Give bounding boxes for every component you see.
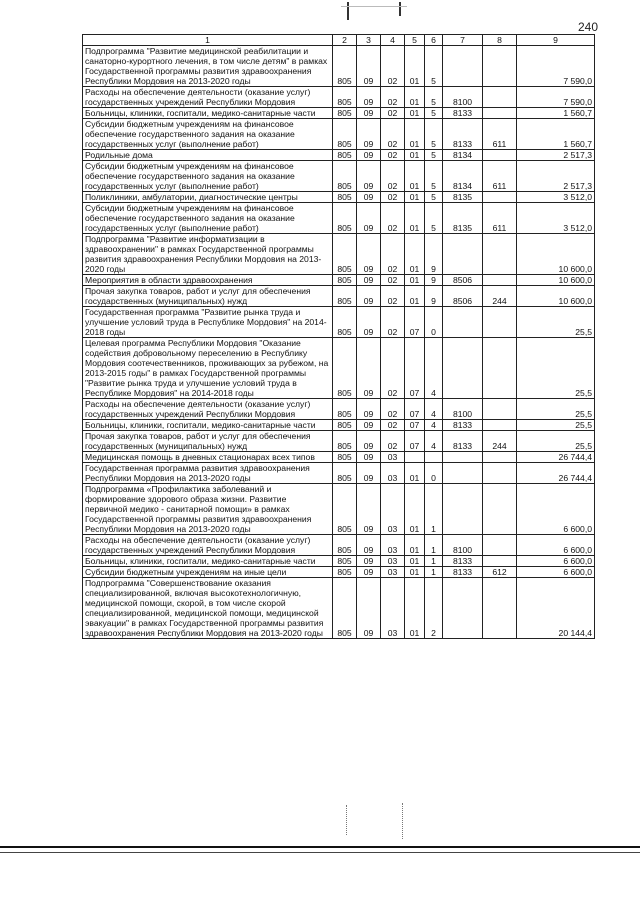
row-target-code <box>443 452 483 463</box>
col-header: 5 <box>405 35 425 46</box>
row-ministry-code: 805 <box>333 286 357 307</box>
row-subprogram-code: 0 <box>425 463 443 484</box>
row-section-code: 09 <box>357 192 381 203</box>
table-row <box>83 463 595 484</box>
table-row <box>83 535 595 556</box>
row-subsection-code: 02 <box>381 338 405 399</box>
row-amount: 25,5 <box>517 307 595 338</box>
row-expense-type <box>483 275 517 286</box>
row-amount: 1 560,7 <box>517 119 595 150</box>
row-program-code: 01 <box>405 108 425 119</box>
col-header: 8 <box>483 35 517 46</box>
row-program-code: 01 <box>405 275 425 286</box>
row-section-code: 09 <box>357 286 381 307</box>
row-program-code: 07 <box>405 420 425 431</box>
row-ministry-code: 805 <box>333 338 357 399</box>
row-subprogram-code: 4 <box>425 399 443 420</box>
table-row <box>83 203 595 234</box>
scan-mark <box>399 2 401 16</box>
col-header: 1 <box>83 35 333 46</box>
row-subsection-code: 02 <box>381 150 405 161</box>
row-subsection-code: 03 <box>381 484 405 535</box>
row-target-code: 8133 <box>443 431 483 452</box>
row-program-code: 07 <box>405 399 425 420</box>
row-program-code: 01 <box>405 556 425 567</box>
row-amount: 7 590,0 <box>517 46 595 87</box>
row-name: Государственная программа "Развитие рынка труда и улучшение условий труда в Республике Мордовия" на 2014-2018 годы <box>83 307 333 338</box>
col-header: 3 <box>357 35 381 46</box>
row-section-code: 09 <box>357 275 381 286</box>
row-subsection-code: 02 <box>381 307 405 338</box>
table-row <box>83 556 595 567</box>
row-section-code: 09 <box>357 578 381 639</box>
row-program-code: 01 <box>405 46 425 87</box>
row-section-code: 09 <box>357 567 381 578</box>
row-target-code: 8506 <box>443 275 483 286</box>
row-subprogram-code: 4 <box>425 420 443 431</box>
row-ministry-code: 805 <box>333 87 357 108</box>
row-subsection-code: 02 <box>381 192 405 203</box>
row-program-code: 01 <box>405 87 425 108</box>
row-ministry-code: 805 <box>333 307 357 338</box>
row-amount: 3 512,0 <box>517 192 595 203</box>
scan-mark <box>347 2 349 20</box>
col-header: 2 <box>333 35 357 46</box>
row-program-code: 01 <box>405 150 425 161</box>
row-program-code: 01 <box>405 484 425 535</box>
row-program-code: 07 <box>405 338 425 399</box>
row-expense-type <box>483 463 517 484</box>
row-amount: 26 744,4 <box>517 463 595 484</box>
row-subprogram-code: 5 <box>425 192 443 203</box>
table-row <box>83 431 595 452</box>
row-subprogram-code: 5 <box>425 46 443 87</box>
row-program-code: 07 <box>405 307 425 338</box>
row-subprogram-code: 5 <box>425 87 443 108</box>
table-row <box>83 484 595 535</box>
row-subsection-code: 02 <box>381 119 405 150</box>
row-name: Расходы на обеспечение деятельности (оказание услуг) государственных учреждений Республики Мордовия <box>83 87 333 108</box>
row-ministry-code: 805 <box>333 108 357 119</box>
row-ministry-code: 805 <box>333 463 357 484</box>
row-program-code: 01 <box>405 286 425 307</box>
row-target-code <box>443 578 483 639</box>
row-expense-type <box>483 452 517 463</box>
row-subprogram-code: 5 <box>425 203 443 234</box>
row-section-code: 09 <box>357 431 381 452</box>
table-row <box>83 420 595 431</box>
table-row <box>83 87 595 108</box>
row-expense-type: 244 <box>483 286 517 307</box>
row-expense-type: 611 <box>483 161 517 192</box>
row-amount: 25,5 <box>517 420 595 431</box>
row-target-code: 8100 <box>443 399 483 420</box>
row-subsection-code: 02 <box>381 431 405 452</box>
row-subprogram-code: 4 <box>425 431 443 452</box>
row-expense-type <box>483 484 517 535</box>
row-amount: 25,5 <box>517 431 595 452</box>
row-target-code: 8133 <box>443 119 483 150</box>
row-expense-type <box>483 556 517 567</box>
table-row <box>83 192 595 203</box>
row-name: Целевая программа Республики Мордовия "Оказание содействия добровольному переселению в Республику Мордовия соотечественников, проживающих за рубежом, на 2013-2015 годы" в рамках Государственной программы "Развитие рынка труда и улучшение условий труда в Республике Мордовия" на 2014-2018 годы <box>83 338 333 399</box>
row-amount: 25,5 <box>517 399 595 420</box>
table-row <box>83 46 595 87</box>
row-ministry-code: 805 <box>333 203 357 234</box>
row-ministry-code: 805 <box>333 556 357 567</box>
row-expense-type: 611 <box>483 203 517 234</box>
row-ministry-code: 805 <box>333 192 357 203</box>
row-target-code <box>443 484 483 535</box>
budget-table <box>82 34 595 639</box>
page-bottom-rule <box>0 852 640 853</box>
row-target-code: 8135 <box>443 203 483 234</box>
table-row <box>83 150 595 161</box>
row-subsection-code: 02 <box>381 203 405 234</box>
row-ministry-code: 805 <box>333 46 357 87</box>
row-target-code <box>443 234 483 275</box>
row-expense-type <box>483 338 517 399</box>
row-amount: 7 590,0 <box>517 87 595 108</box>
row-subprogram-code: 5 <box>425 161 443 192</box>
row-program-code: 01 <box>405 578 425 639</box>
table-row <box>83 108 595 119</box>
row-amount: 2 517,3 <box>517 161 595 192</box>
row-name: Медицинская помощь в дневных стационарах всех типов <box>83 452 333 463</box>
row-ministry-code: 805 <box>333 578 357 639</box>
row-ministry-code: 805 <box>333 484 357 535</box>
row-section-code: 09 <box>357 150 381 161</box>
table-row <box>83 161 595 192</box>
row-ministry-code: 805 <box>333 535 357 556</box>
row-expense-type <box>483 87 517 108</box>
row-program-code: 01 <box>405 463 425 484</box>
row-amount: 6 600,0 <box>517 567 595 578</box>
row-program-code: 01 <box>405 234 425 275</box>
row-name: Поликлиники, амбулатории, диагностические центры <box>83 192 333 203</box>
row-section-code: 09 <box>357 108 381 119</box>
table-row <box>83 399 595 420</box>
row-amount: 2 517,3 <box>517 150 595 161</box>
page-bottom-rule <box>0 846 640 848</box>
row-amount: 10 600,0 <box>517 234 595 275</box>
row-ministry-code: 805 <box>333 452 357 463</box>
table-row <box>83 338 595 399</box>
row-subsection-code: 02 <box>381 87 405 108</box>
row-section-code: 09 <box>357 420 381 431</box>
row-program-code: 01 <box>405 203 425 234</box>
row-name: Расходы на обеспечение деятельности (оказание услуг) государственных учреждений Республики Мордовия <box>83 535 333 556</box>
scan-artifact <box>341 6 407 7</box>
row-subsection-code: 02 <box>381 108 405 119</box>
row-amount: 1 560,7 <box>517 108 595 119</box>
row-amount: 25,5 <box>517 338 595 399</box>
row-program-code <box>405 452 425 463</box>
row-name: Государственная программа развития здравоохранения Республики Мордовия на 2013-2020 годы <box>83 463 333 484</box>
page-number: 240 <box>578 20 599 34</box>
row-subsection-code: 02 <box>381 234 405 275</box>
row-amount: 6 600,0 <box>517 535 595 556</box>
row-name: Подпрограмма "Развитие медицинской реабилитации и санаторно-курортного лечения, в том числе детям" в рамках Государственной программы развития здравоохранения Республики Мордовия на 2013-2020 годы <box>83 46 333 87</box>
row-target-code <box>443 463 483 484</box>
row-ministry-code: 805 <box>333 234 357 275</box>
row-name: Расходы на обеспечение деятельности (оказание услуг) государственных учреждений Республики Мордовия <box>83 399 333 420</box>
row-subprogram-code <box>425 452 443 463</box>
row-name: Больницы, клиники, госпитали, медико-санитарные части <box>83 108 333 119</box>
row-subprogram-code: 0 <box>425 307 443 338</box>
row-name: Субсидии бюджетным учреждениям на иные цели <box>83 567 333 578</box>
row-ministry-code: 805 <box>333 150 357 161</box>
row-subprogram-code: 4 <box>425 338 443 399</box>
row-amount: 6 600,0 <box>517 484 595 535</box>
col-header: 9 <box>517 35 595 46</box>
row-ministry-code: 805 <box>333 431 357 452</box>
table-row <box>83 452 595 463</box>
row-target-code: 8134 <box>443 150 483 161</box>
row-expense-type <box>483 420 517 431</box>
row-expense-type <box>483 108 517 119</box>
row-subprogram-code: 9 <box>425 234 443 275</box>
row-program-code: 07 <box>405 431 425 452</box>
table-row <box>83 567 595 578</box>
row-subsection-code: 02 <box>381 161 405 192</box>
row-target-code: 8135 <box>443 192 483 203</box>
row-section-code: 09 <box>357 87 381 108</box>
table-row <box>83 275 595 286</box>
row-subprogram-code: 1 <box>425 484 443 535</box>
row-section-code: 09 <box>357 463 381 484</box>
row-subprogram-code: 5 <box>425 150 443 161</box>
row-name: Субсидии бюджетным учреждениям на финансовое обеспечение государственного задания на оказание государственных услуг (выполнение работ) <box>83 161 333 192</box>
row-target-code: 8134 <box>443 161 483 192</box>
row-target-code <box>443 46 483 87</box>
row-subsection-code: 03 <box>381 535 405 556</box>
row-expense-type <box>483 192 517 203</box>
row-section-code: 09 <box>357 535 381 556</box>
row-ministry-code: 805 <box>333 275 357 286</box>
row-subsection-code: 02 <box>381 399 405 420</box>
row-section-code: 09 <box>357 307 381 338</box>
row-amount: 26 744,4 <box>517 452 595 463</box>
row-name: Родильные дома <box>83 150 333 161</box>
row-section-code: 09 <box>357 452 381 463</box>
row-ministry-code: 805 <box>333 119 357 150</box>
row-section-code: 09 <box>357 556 381 567</box>
row-ministry-code: 805 <box>333 399 357 420</box>
row-program-code: 01 <box>405 192 425 203</box>
row-subprogram-code: 2 <box>425 578 443 639</box>
row-name: Подпрограмма «Профилактика заболеваний и формирование здорового образа жизни. Развитие первичной медико - санитарной помощи» в рамках Государственной программы развития здравоохранения Республики Мордовия на 2013-2020 годы <box>83 484 333 535</box>
row-target-code: 8100 <box>443 535 483 556</box>
row-expense-type <box>483 150 517 161</box>
row-target-code: 8133 <box>443 567 483 578</box>
row-expense-type: 244 <box>483 431 517 452</box>
row-expense-type <box>483 307 517 338</box>
row-subsection-code: 03 <box>381 463 405 484</box>
row-amount: 3 512,0 <box>517 203 595 234</box>
row-subsection-code: 02 <box>381 46 405 87</box>
row-expense-type <box>483 46 517 87</box>
table-row <box>83 578 595 639</box>
row-section-code: 09 <box>357 484 381 535</box>
row-section-code: 09 <box>357 119 381 150</box>
row-amount: 10 600,0 <box>517 275 595 286</box>
row-section-code: 09 <box>357 234 381 275</box>
row-name: Подпрограмма "Развитие информатизации в здравоохранении" в рамках Государственной программы развития здравоохранения Республики Мордовия на 2013-2020 годы <box>83 234 333 275</box>
row-program-code: 01 <box>405 567 425 578</box>
row-expense-type: 612 <box>483 567 517 578</box>
row-name: Прочая закупка товаров, работ и услуг для обеспечения государственных (муниципальных) нужд <box>83 431 333 452</box>
row-subprogram-code: 5 <box>425 108 443 119</box>
row-name: Больницы, клиники, госпитали, медико-санитарные части <box>83 556 333 567</box>
row-program-code: 01 <box>405 119 425 150</box>
row-target-code: 8133 <box>443 108 483 119</box>
row-section-code: 09 <box>357 338 381 399</box>
row-amount: 10 600,0 <box>517 286 595 307</box>
row-target-code: 8506 <box>443 286 483 307</box>
table-row <box>83 234 595 275</box>
row-section-code: 09 <box>357 46 381 87</box>
row-name: Субсидии бюджетным учреждениям на финансовое обеспечение государственного задания на оказание государственных услуг (выполнение работ) <box>83 203 333 234</box>
row-ministry-code: 805 <box>333 420 357 431</box>
row-expense-type <box>483 234 517 275</box>
row-target-code: 8133 <box>443 556 483 567</box>
row-program-code: 01 <box>405 535 425 556</box>
row-name: Субсидии бюджетным учреждениям на финансовое обеспечение государственного задания на оказание государственных услуг (выполнение работ) <box>83 119 333 150</box>
row-subsection-code: 03 <box>381 567 405 578</box>
table-row <box>83 119 595 150</box>
scan-artifact <box>346 805 348 835</box>
row-expense-type <box>483 399 517 420</box>
row-amount: 6 600,0 <box>517 556 595 567</box>
row-section-code: 09 <box>357 203 381 234</box>
row-subprogram-code: 9 <box>425 275 443 286</box>
table-header-row <box>83 35 595 46</box>
table-row <box>83 286 595 307</box>
row-ministry-code: 805 <box>333 567 357 578</box>
col-header: 6 <box>425 35 443 46</box>
row-target-code: 8100 <box>443 87 483 108</box>
row-subsection-code: 02 <box>381 275 405 286</box>
row-section-code: 09 <box>357 161 381 192</box>
row-expense-type: 611 <box>483 119 517 150</box>
row-subprogram-code: 9 <box>425 286 443 307</box>
row-program-code: 01 <box>405 161 425 192</box>
row-subsection-code: 02 <box>381 420 405 431</box>
row-subprogram-code: 1 <box>425 567 443 578</box>
row-subsection-code: 03 <box>381 556 405 567</box>
row-expense-type <box>483 578 517 639</box>
row-target-code: 8133 <box>443 420 483 431</box>
row-subsection-code: 03 <box>381 578 405 639</box>
row-amount: 20 144,4 <box>517 578 595 639</box>
col-header: 7 <box>443 35 483 46</box>
row-name: Прочая закупка товаров, работ и услуг для обеспечения государственных (муниципальных) нужд <box>83 286 333 307</box>
row-name: Мероприятия в области здравоохранения <box>83 275 333 286</box>
row-subprogram-code: 1 <box>425 535 443 556</box>
table-row <box>83 307 595 338</box>
row-subsection-code: 02 <box>381 286 405 307</box>
row-name: Больницы, клиники, госпитали, медико-санитарные части <box>83 420 333 431</box>
row-subprogram-code: 5 <box>425 119 443 150</box>
row-section-code: 09 <box>357 399 381 420</box>
col-header: 4 <box>381 35 405 46</box>
row-ministry-code: 805 <box>333 161 357 192</box>
row-subprogram-code: 1 <box>425 556 443 567</box>
row-subsection-code: 03 <box>381 452 405 463</box>
row-target-code <box>443 338 483 399</box>
row-expense-type <box>483 535 517 556</box>
row-target-code <box>443 307 483 338</box>
row-name: Подпрограмма "Совершенствование оказания специализированной, включая высокотехнологичную, медицинской помощи, скорой, в том числе скорой специализированной, медицинской помощи, медицинской эвакуации" в рамках Государственной программы развития здравоохранения Республики Мордовия на 2013-2020 годы <box>83 578 333 639</box>
scan-artifact <box>402 803 404 839</box>
